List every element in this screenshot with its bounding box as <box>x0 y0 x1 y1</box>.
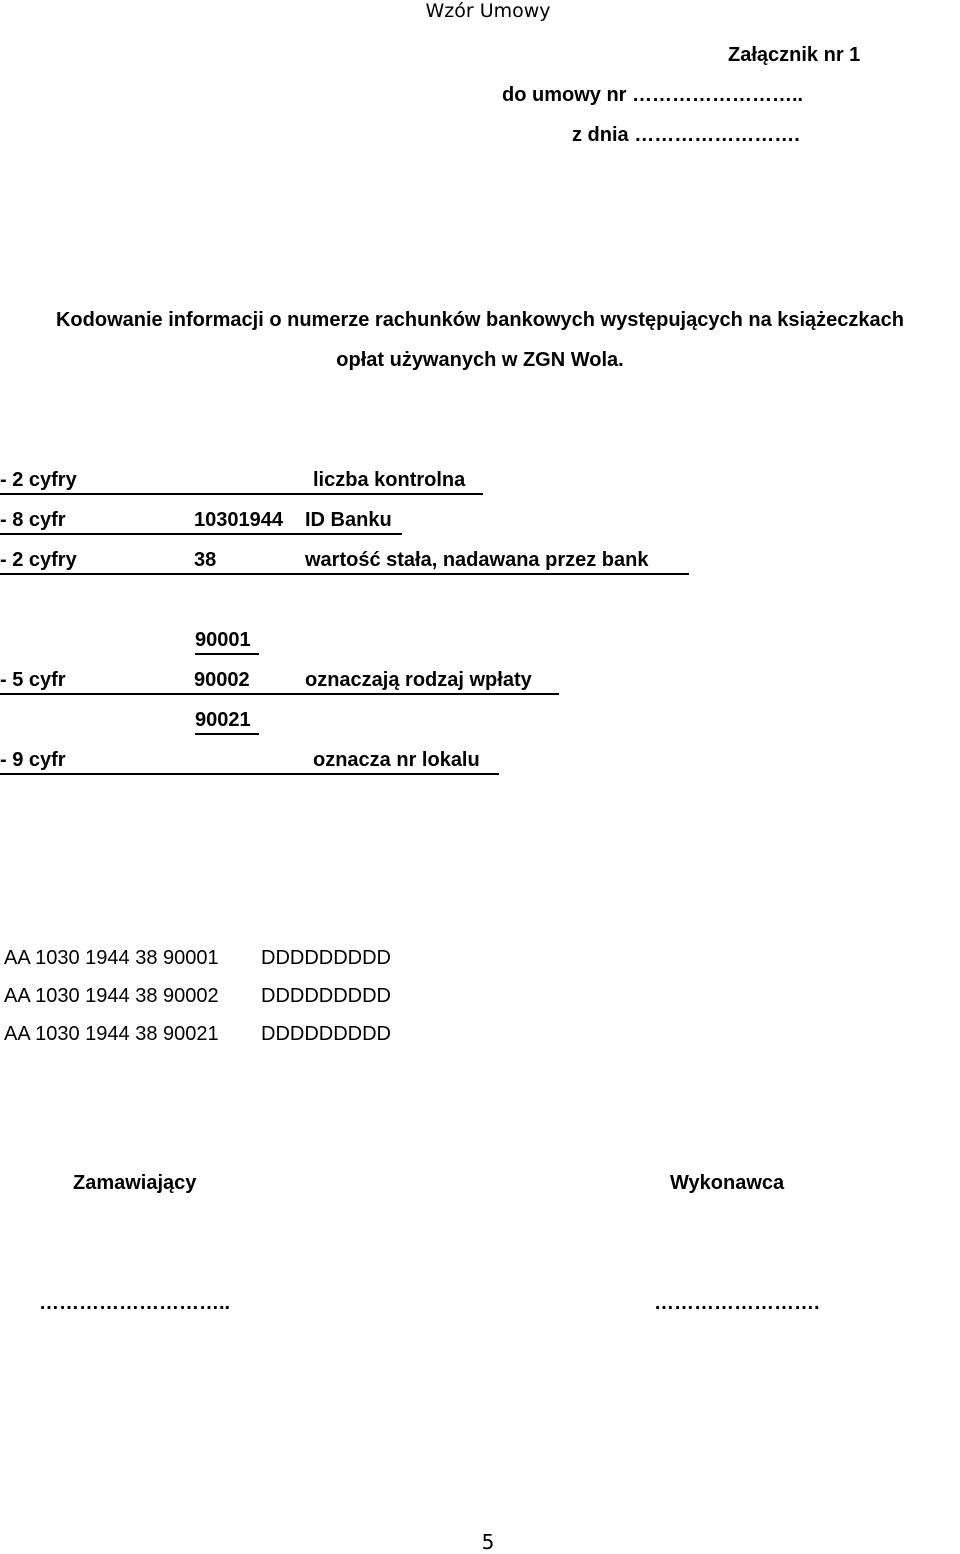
row-value: 90001 <box>195 629 251 651</box>
row-underline <box>0 533 402 535</box>
row-description: ID Banku <box>305 509 392 531</box>
contract-date-line: z dnia ……………………. <box>572 124 800 146</box>
contract-number-line: do umowy nr …………………….. <box>502 84 804 106</box>
document-title-line1: Kodowanie informacji o numerze rachunków bankowych występujących na książeczkach <box>55 309 905 331</box>
signature-label-ordering-party: Zamawiający <box>73 1172 197 1194</box>
signature-line-ordering-party: ……………………….. <box>39 1292 231 1314</box>
row-underline <box>0 573 689 575</box>
row-value: 38 <box>194 549 217 571</box>
example-code: AA 1030 1944 38 90021 <box>4 1023 219 1045</box>
example-code: AA 1030 1944 38 90002 <box>4 985 219 1007</box>
row-label: - 2 cyfry <box>0 469 77 491</box>
structure-row-unit-number <box>0 749 499 775</box>
row-description: oznacza nr lokalu <box>313 749 480 771</box>
payment-type-90021 <box>195 709 259 735</box>
document-title-line2: opłat używanych w ZGN Wola. <box>336 349 624 371</box>
row-value: 90002 <box>194 669 250 691</box>
page-number: 5 <box>481 1530 495 1554</box>
row-label: - 5 cyfr <box>0 669 66 691</box>
row-description: oznaczają rodzaj wpłaty <box>305 669 532 691</box>
structure-row-constant <box>0 549 689 575</box>
row-underline <box>0 773 499 775</box>
structure-row-payment-type <box>0 669 559 695</box>
signature-label-contractor: Wykonawca <box>670 1172 785 1194</box>
example-suffix: DDDDDDDDD <box>261 1023 391 1045</box>
example-suffix: DDDDDDDDD <box>261 985 391 1007</box>
row-underline <box>0 493 483 495</box>
row-label: - 9 cyfr <box>0 749 66 771</box>
payment-type-90001 <box>195 629 259 655</box>
row-label: - 8 cyfr <box>0 509 66 531</box>
row-value: 10301944 <box>194 509 283 531</box>
row-description: wartość stała, nadawana przez bank <box>305 549 649 571</box>
structure-row-bank-id <box>0 509 402 535</box>
attachment-number: Załącznik nr 1 <box>728 44 861 66</box>
row-underline <box>0 693 559 695</box>
row-underline <box>195 653 259 655</box>
document-header: Wzór Umowy <box>425 0 551 22</box>
row-label: - 2 cyfry <box>0 549 77 571</box>
row-underline <box>195 733 259 735</box>
structure-row-control <box>0 469 483 495</box>
example-suffix: DDDDDDDDD <box>261 947 391 969</box>
example-code: AA 1030 1944 38 90001 <box>4 947 219 969</box>
row-value: 90021 <box>195 709 251 731</box>
row-description: liczba kontrolna <box>313 469 466 491</box>
signature-line-contractor: ……………………. <box>654 1292 820 1314</box>
